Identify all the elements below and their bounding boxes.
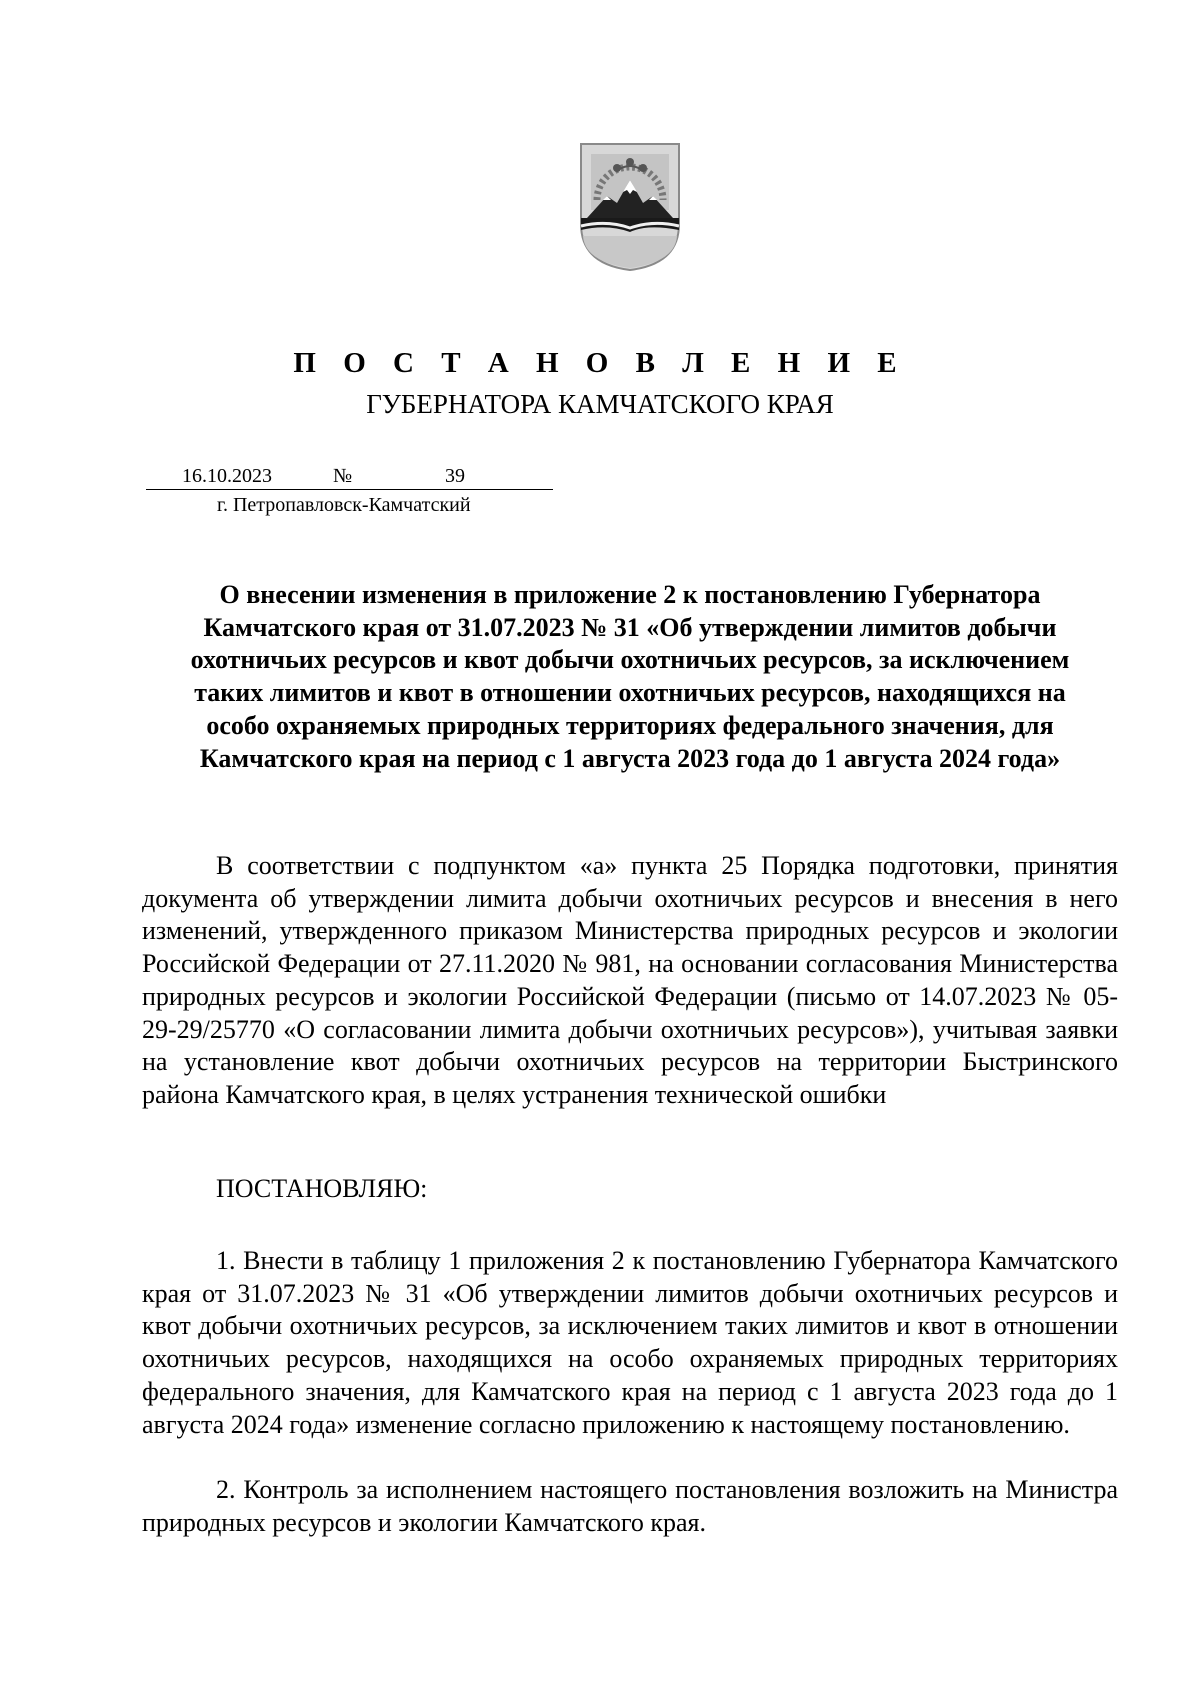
resolve-heading: ПОСТАНОВЛЯЮ: [216, 1174, 428, 1203]
subject-line: О внесении изменения в приложение 2 к постановлению Губернатора [219, 580, 1041, 609]
document-subject [140, 579, 1120, 775]
subject-line: охотничьих ресурсов и квот добычи охотничьих ресурсов, за исключением [190, 645, 1070, 675]
clause-2: 2. Контроль за исполнением настоящего постановления возложить на Министра природных ресурсов и экологии Камчатского края. [142, 1475, 1118, 1537]
registration-underline [146, 489, 553, 490]
place-of-issue: г. Петропавловск-Камчатский [217, 494, 471, 516]
kamchatka-coat-of-arms-icon [577, 140, 683, 272]
document-date: 16.10.2023 [182, 465, 272, 487]
number-sign: № [333, 465, 353, 487]
subject-line: Камчатского края на период с 1 августа 2023 года до 1 августа 2024 года» [199, 743, 1061, 773]
subject-line: особо охраняемых природных территориях федерального значения, для [206, 710, 1054, 740]
document-type-title: П О С Т А Н О В Л Е Н И Е [293, 347, 907, 379]
document-number: 39 [445, 465, 465, 487]
subject-line: Камчатского края от 31.07.2023 № 31 «Об утверждении лимитов добычи [203, 612, 1057, 642]
subject-line: таких лимитов и квот в отношении охотничьих ресурсов, находящихся на [194, 678, 1066, 708]
clause-1: 1. Внести в таблицу 1 приложения 2 к постановлению Губернатора Камчатского края от 31.07.2023 № 31 «Об утверждении лимитов добычи охотничьих ресурсов и квот добычи охотничьих ресурсов, за исключением таких лимитов и квот в отношении охотничьих ресурсов, находящихся на особо охраняемых природных территориях федерального значения, для Камчатского края на период с 1 августа 2023 года до 1 августа 2024 года» изменение согласно приложению к настоящему постановлению. [142, 1246, 1118, 1439]
preamble-paragraph: В соответствии с подпунктом «а» пункта 25 Порядка подготовки, принятия документа об утверждении лимита добычи охотничьих ресурсов и внесения в него изменений, утвержденного приказом Министерства природных ресурсов и экологии Российской Федерации от 27.11.2020 № 981, на основании согласования Министерства природных ресурсов и экологии Российской Федерации (письмо от 14.07.2023 № 05-29-29/25770 «О согласовании лимита добычи охотничьих ресурсов»), учитывая заявки на установление квот добычи охотничьих ресурсов на территории Быстринского района Камчатского края, в целях устранения технической ошибки [142, 851, 1118, 1109]
issuing-authority: ГУБЕРНАТОРА КАМЧАТСКОГО КРАЯ [366, 389, 834, 419]
